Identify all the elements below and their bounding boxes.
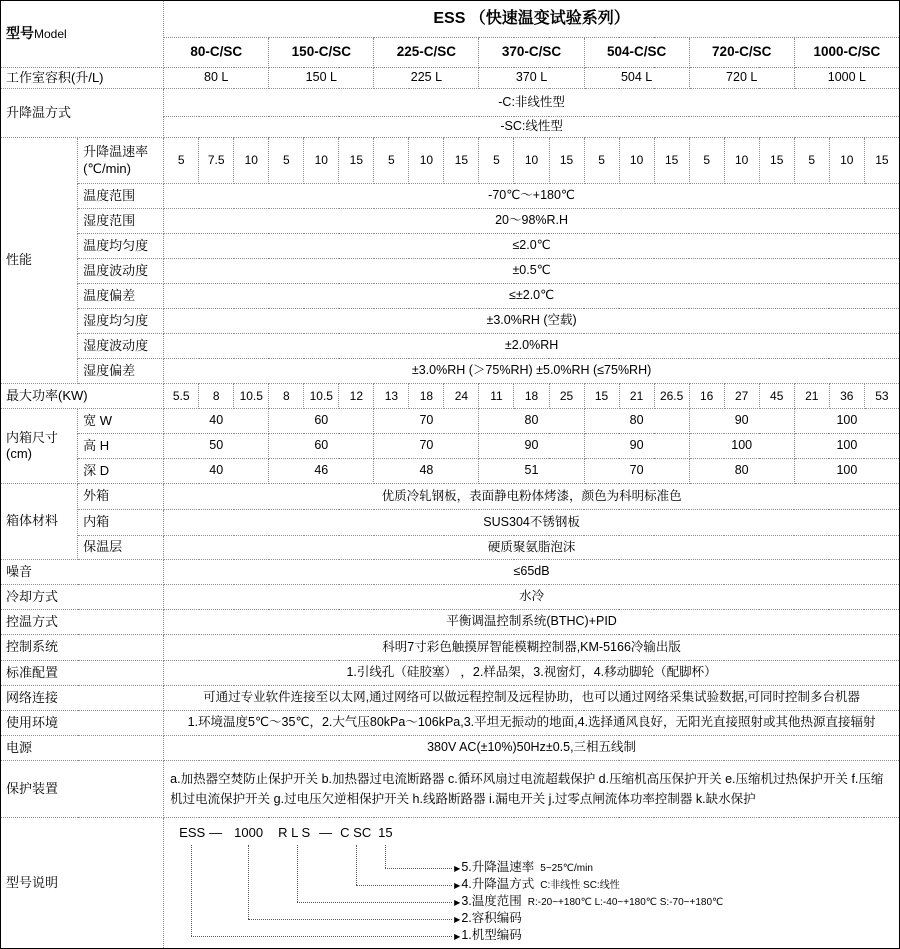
code-part: — xyxy=(209,825,223,840)
material-row-label: 内箱 xyxy=(78,510,164,536)
power-value: 24 xyxy=(444,384,479,409)
noise-row-label: 噪音 xyxy=(1,560,164,585)
dim-value: 46 xyxy=(269,459,374,484)
rate-value: 10 xyxy=(234,138,269,184)
rate-row-label xyxy=(78,138,164,184)
dim-value: 80 xyxy=(584,409,689,434)
volume-row-label: 工作室容积(升/L) xyxy=(1,68,164,89)
power-value: 21 xyxy=(794,384,829,409)
rate-value: 5 xyxy=(374,138,409,184)
code-connector-line xyxy=(191,845,192,936)
rate-value: 15 xyxy=(339,138,374,184)
protection-row-label: 保护装置 xyxy=(1,761,164,818)
rate-value: 10 xyxy=(724,138,759,184)
rate-value: 10 xyxy=(514,138,549,184)
model-code-row-label: 型号说明 xyxy=(1,818,164,949)
model-code-diagram xyxy=(164,819,899,947)
control-system-row-label: 控制系统 xyxy=(1,635,164,661)
power-value: 16 xyxy=(689,384,724,409)
noise-value: ≤65dB xyxy=(164,560,900,585)
dimensions-group-label xyxy=(1,409,78,484)
code-connector-line xyxy=(248,845,249,919)
code-item xyxy=(454,877,620,893)
code-item-detail: 5~25℃/min xyxy=(540,863,593,874)
dim-value: 60 xyxy=(269,409,374,434)
rate-value: 15 xyxy=(759,138,794,184)
dim-value: 80 xyxy=(479,409,584,434)
code-item-name: 4.升降温方式 xyxy=(461,877,535,891)
perf-row-label: 湿度范围 xyxy=(78,209,164,234)
code-item-detail: R:-20~+180℃ L:-40~+180℃ S:-70~+180℃ xyxy=(527,897,724,908)
code-connector-line xyxy=(385,845,386,868)
arrow-right-icon: ▶ xyxy=(454,898,461,907)
material-row-label: 保温层 xyxy=(78,536,164,560)
perf-row-value: -70℃～+180℃ xyxy=(164,184,900,209)
model-column-header: 370-C/SC xyxy=(479,38,584,68)
volume-value: 504 L xyxy=(584,68,689,89)
dim-value: 100 xyxy=(794,409,899,434)
performance-group-label: 性能 xyxy=(1,138,78,384)
dim-value: 70 xyxy=(584,459,689,484)
series-title: ESS （快速温变试验系列） xyxy=(164,1,900,38)
environment-value: 1.环境温度5℃～35℃，2.大气压80kPa～106kPa,3.平坦无振动的地面,4.选择通风良好，无阳光直接照射或其他热源直接辐射 xyxy=(164,711,900,736)
code-item-name: 3.温度范围 xyxy=(461,894,522,908)
dim-value: 60 xyxy=(269,434,374,459)
power-value: 10.5 xyxy=(304,384,339,409)
rate-value: 15 xyxy=(549,138,584,184)
dim-value: 90 xyxy=(584,434,689,459)
code-item xyxy=(454,928,528,944)
power-value: 36 xyxy=(829,384,864,409)
rate-value: 5 xyxy=(794,138,829,184)
model-column-header: 720-C/SC xyxy=(689,38,794,68)
perf-row-value: ±3.0%RH (＞75%RH) ±5.0%RH (≤75%RH) xyxy=(164,359,900,384)
model-header-en: Model xyxy=(34,27,67,42)
rate-value: 15 xyxy=(444,138,479,184)
rate-value: 5 xyxy=(689,138,724,184)
rate-value: 7.5 xyxy=(199,138,234,184)
code-part: — xyxy=(319,825,333,840)
perf-row-label: 温度波动度 xyxy=(78,259,164,284)
model-column-header: 150-C/SC xyxy=(269,38,374,68)
dim-row-label: 高 H xyxy=(78,434,164,459)
rate-value: 5 xyxy=(584,138,619,184)
dim-value: 50 xyxy=(164,434,269,459)
model-header-cn: 型号 xyxy=(6,25,34,42)
code-part: 15 xyxy=(378,825,393,840)
environment-row-label: 使用环境 xyxy=(1,711,164,736)
power-supply-value: 380V AC(±10%)50Hz±0.5,三相五线制 xyxy=(164,736,900,761)
code-connector-line xyxy=(356,885,452,886)
code-part: R L S xyxy=(278,825,311,840)
power-value: 21 xyxy=(619,384,654,409)
standard-config-value: 1.引线孔（硅胶塞） ，2.样品架，3.视窗灯，4.移动脚轮（配脚杯） xyxy=(164,661,900,686)
rate-value: 5 xyxy=(479,138,514,184)
mode-linear-value: -SC:线性型 xyxy=(164,117,900,138)
rate-value: 15 xyxy=(864,138,899,184)
volume-value: 80 L xyxy=(164,68,269,89)
power-value: 10.5 xyxy=(234,384,269,409)
code-part: ESS xyxy=(179,825,206,840)
code-item-detail: C:非线性 SC:线性 xyxy=(540,880,620,891)
perf-row-value: ±3.0%RH (空载) xyxy=(164,309,900,334)
volume-value: 150 L xyxy=(269,68,374,89)
power-value: 53 xyxy=(864,384,899,409)
volume-value: 1000 L xyxy=(794,68,899,89)
material-row-label: 外箱 xyxy=(78,484,164,510)
perf-row-value: ≤2.0℃ xyxy=(164,234,900,259)
power-value: 45 xyxy=(759,384,794,409)
code-connector-line xyxy=(297,845,298,902)
materials-group-label: 箱体材料 xyxy=(1,484,78,560)
volume-value: 225 L xyxy=(374,68,479,89)
dim-value: 90 xyxy=(479,434,584,459)
power-value: 15 xyxy=(584,384,619,409)
model-column-header: 80-C/SC xyxy=(164,38,269,68)
dim-value: 100 xyxy=(794,459,899,484)
code-item xyxy=(454,911,528,927)
perf-row-label: 湿度偏差 xyxy=(78,359,164,384)
perf-row-value: ±0.5℃ xyxy=(164,259,900,284)
power-value: 18 xyxy=(409,384,444,409)
code-part: 1000 xyxy=(234,825,264,840)
temp-control-row-label: 控温方式 xyxy=(1,610,164,635)
perf-row-label: 温度均匀度 xyxy=(78,234,164,259)
dim-value: 70 xyxy=(374,409,479,434)
rate-label-line2: (℃/min) xyxy=(83,160,131,176)
standard-config-row-label: 标准配置 xyxy=(1,661,164,686)
rate-value: 10 xyxy=(619,138,654,184)
code-item xyxy=(454,860,593,876)
arrow-right-icon: ▶ xyxy=(454,864,461,873)
power-value: 8 xyxy=(199,384,234,409)
material-value: SUS304不锈钢板 xyxy=(164,510,900,536)
rate-label-line1: 升降温速率 xyxy=(83,144,149,160)
volume-value: 370 L xyxy=(479,68,584,89)
volume-value: 720 L xyxy=(689,68,794,89)
dim-value: 40 xyxy=(164,459,269,484)
perf-row-value: ≤±2.0℃ xyxy=(164,284,900,309)
arrow-right-icon: ▶ xyxy=(454,932,461,941)
dim-value: 40 xyxy=(164,409,269,434)
power-value: 18 xyxy=(514,384,549,409)
code-connector-line xyxy=(191,936,452,937)
perf-row-value: ±2.0%RH xyxy=(164,334,900,359)
code-connector-line xyxy=(248,919,452,920)
arrow-right-icon: ▶ xyxy=(454,881,461,890)
perf-row-label: 温度偏差 xyxy=(78,284,164,309)
power-value: 13 xyxy=(374,384,409,409)
power-value: 27 xyxy=(724,384,759,409)
power-value: 25 xyxy=(549,384,584,409)
power-value: 5.5 xyxy=(164,384,199,409)
perf-row-label: 温度范围 xyxy=(78,184,164,209)
network-value: 可通过专业软件连接至以太网,通过网络可以做远程控制及远程协助，也可以通过网络采集试验数据,可同时控制多台机器 xyxy=(164,686,900,711)
code-part: C SC xyxy=(340,825,372,840)
power-value: 11 xyxy=(479,384,514,409)
perf-row-label: 湿度波动度 xyxy=(78,334,164,359)
dim-value: 90 xyxy=(689,409,794,434)
perf-row-value: 20～98%R.H xyxy=(164,209,900,234)
rate-value: 5 xyxy=(164,138,199,184)
network-row-label: 网络连接 xyxy=(1,686,164,711)
power-row-label: 最大功率(KW) xyxy=(1,384,164,409)
material-value: 硬质聚氨脂泡沫 xyxy=(164,536,900,560)
code-item xyxy=(454,894,723,910)
code-connector-line xyxy=(385,868,452,869)
code-connector-line xyxy=(356,845,357,885)
rate-value: 10 xyxy=(409,138,444,184)
dim-value: 48 xyxy=(374,459,479,484)
dim-row-label: 宽 W xyxy=(78,409,164,434)
dimensions-label-line1: 内箱尺寸 xyxy=(6,429,59,445)
mode-row-label: 升降温方式 xyxy=(1,89,164,138)
model-header-cell xyxy=(1,1,164,68)
rate-value: 10 xyxy=(304,138,339,184)
dim-value: 100 xyxy=(689,434,794,459)
model-column-header: 1000-C/SC xyxy=(794,38,899,68)
power-value: 8 xyxy=(269,384,304,409)
control-system-value: 科明7寸彩色触摸屏智能模糊控制器,KM-5166冷输出版 xyxy=(164,635,900,661)
mode-nonlinear-value: -C:非线性型 xyxy=(164,89,900,117)
rate-value: 10 xyxy=(829,138,864,184)
dim-value: 80 xyxy=(689,459,794,484)
power-value: 12 xyxy=(339,384,374,409)
dim-value: 70 xyxy=(374,434,479,459)
model-column-header: 504-C/SC xyxy=(584,38,689,68)
cooling-row-label: 冷却方式 xyxy=(1,585,164,610)
protection-value: a.加热器空焚防止保护开关 b.加热器过电流断路器 c.循环风扇过电流超载保护 d.压缩机高压保护开关 e.压缩机过热保护开关 f.压缩机过电流保护开关 g.过电压欠逆相保护开关 h.线路断路器 i.漏电开关 j.过零点闸流体功率控制器 k.缺水保护 xyxy=(164,761,900,818)
power-value: 26.5 xyxy=(654,384,689,409)
power-supply-row-label: 电源 xyxy=(1,736,164,761)
rate-value: 15 xyxy=(654,138,689,184)
temp-control-value: 平衡调温控制系统(BTHC)+PID xyxy=(164,610,900,635)
perf-row-label: 湿度均匀度 xyxy=(78,309,164,334)
code-connector-line xyxy=(297,902,452,903)
dim-value: 100 xyxy=(794,434,899,459)
code-item-name: 5.升降温速率 xyxy=(461,860,535,874)
model-code-cell xyxy=(164,818,900,949)
dim-row-label: 深 D xyxy=(78,459,164,484)
model-column-header: 225-C/SC xyxy=(374,38,479,68)
code-item-name: 1.机型编码 xyxy=(461,928,522,942)
dim-value: 51 xyxy=(479,459,584,484)
code-item-name: 2.容积编码 xyxy=(461,911,522,925)
material-value: 优质冷轧钢板，表面静电粉体烤漆，颜色为科明标准色 xyxy=(164,484,900,510)
arrow-right-icon: ▶ xyxy=(454,915,461,924)
cooling-value: 水冷 xyxy=(164,585,900,610)
rate-value: 5 xyxy=(269,138,304,184)
dimensions-label-line2: (cm) xyxy=(6,446,32,461)
